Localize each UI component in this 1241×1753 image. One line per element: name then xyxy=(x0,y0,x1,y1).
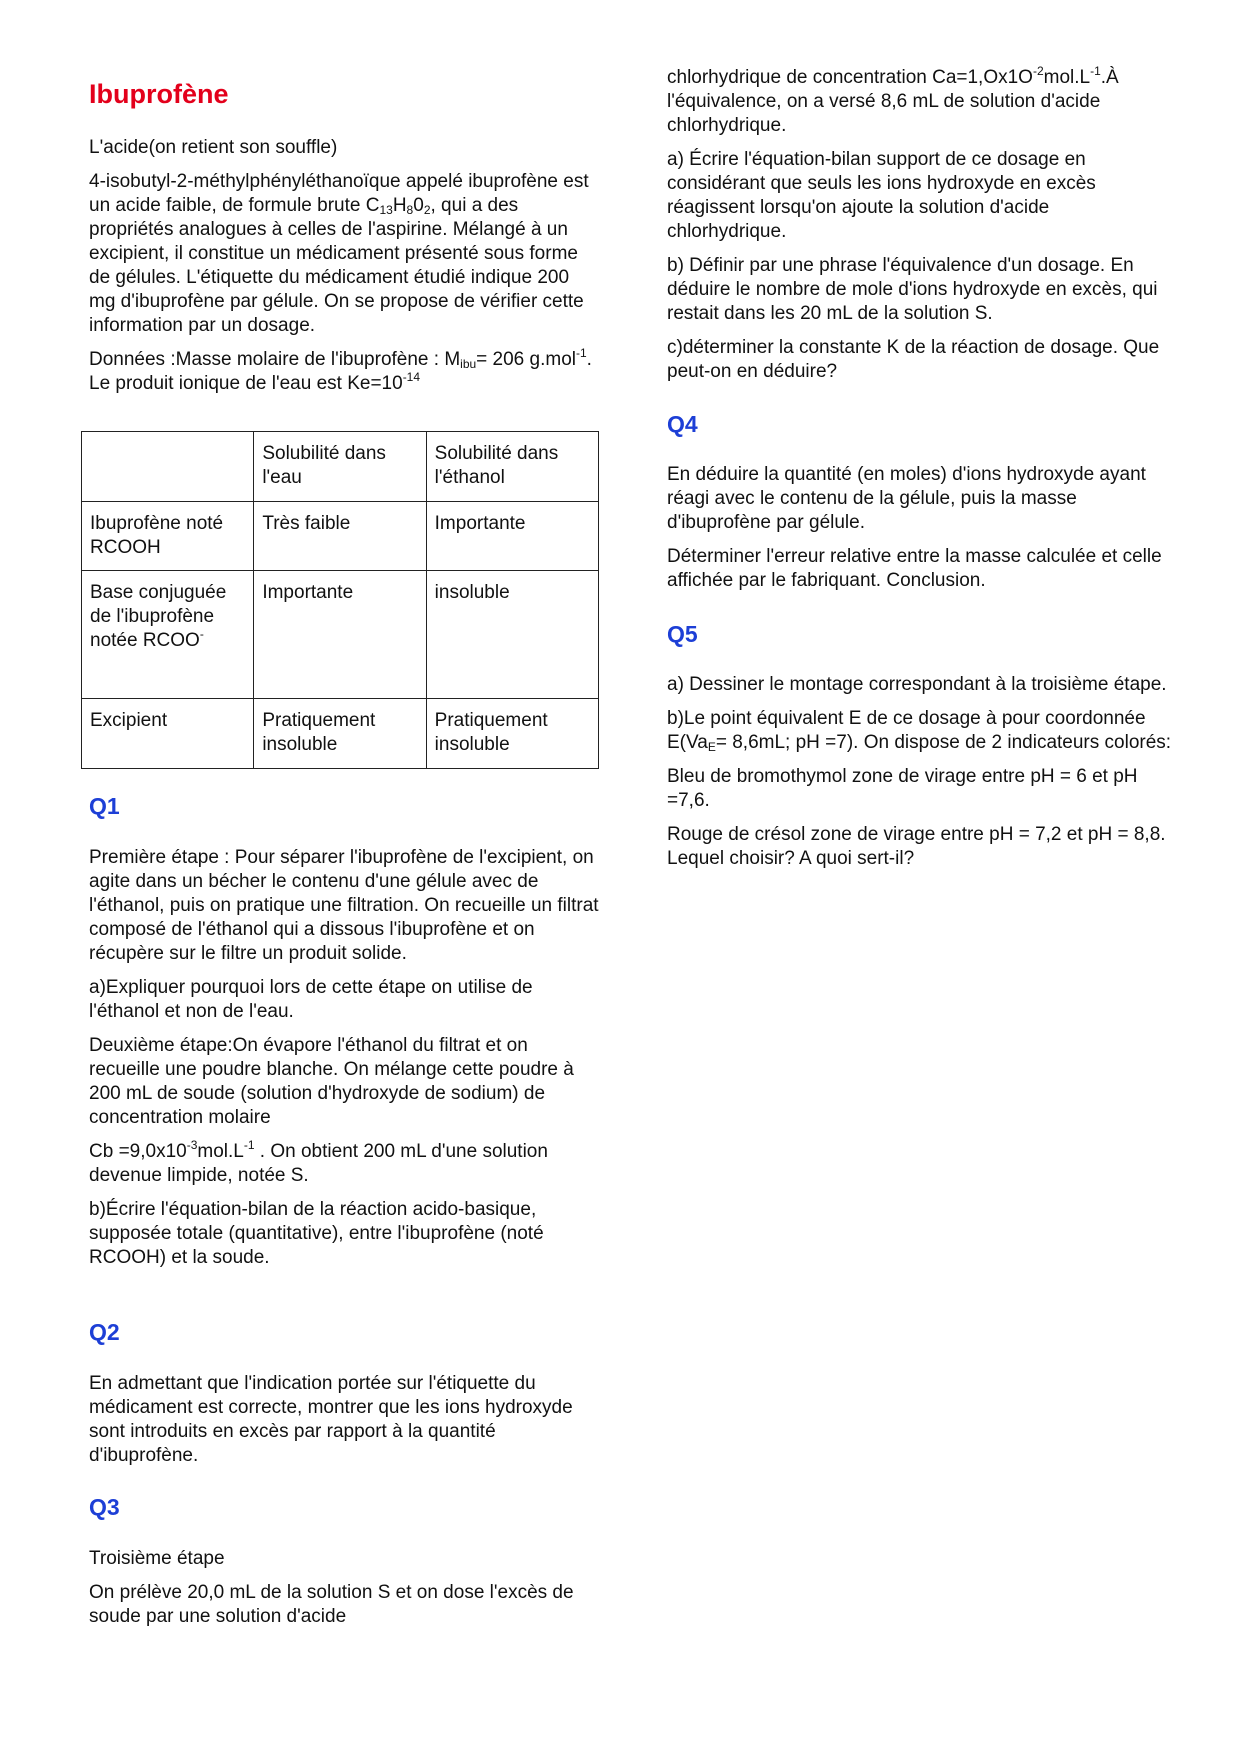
q1-paragraph-2: a)Expliquer pourquoi lors de cette étape on utilise de l'éthanol et non de l'eau. xyxy=(89,977,533,1022)
table-row xyxy=(82,571,599,699)
q3-paragraph-5: b) Définir par une phrase l'équivalence d'un dosage. En déduire le nombre de mole d'ions hydroxyde en excès, qui restait dans les 20 mL de la solution S. xyxy=(667,255,1158,324)
table-cell xyxy=(82,432,254,502)
table-cell: Ibuprofène noté RCOOH xyxy=(82,502,254,571)
q3-paragraph-4: a) Écrire l'équation-bilan support de ce dosage en considérant que seuls les ions hydroxyde en excès réagissent lorsqu'on ajoute la solution d'acide chlorhydrique. xyxy=(667,149,1096,242)
intro-paragraph-2: 4-isobutyl-2-méthylphényléthanoïque appelé ibuprofène est un acide faible, de formule brute $C_{13}H_80_2$, qui a des propriétés analogues à celles de l'aspirine. Mélangé à un excipient, il constitue un médicament présenté sous forme de gélules. L'étiquette du médicament étudié indique 200 mg d'ibuprofène par gélule. On se propose de vérifier cette information par un dosage. xyxy=(89,171,589,336)
q4-section xyxy=(667,463,1172,603)
q1-section xyxy=(89,846,599,1280)
solubility-table xyxy=(81,431,599,769)
table-row xyxy=(82,432,599,502)
q3-heading: Q3 xyxy=(89,1494,120,1520)
q5-paragraph-3: Bleu de bromothymol zone de virage entre pH = 6 et pH =7,6. xyxy=(667,766,1138,811)
q5-paragraph-4: Rouge de crésol zone de virage entre pH = 7,2 et pH = 8,8. Lequel choisir? A quoi sert-il? xyxy=(667,824,1166,869)
intro-section xyxy=(89,136,599,406)
q1-paragraph-1: Première étape : Pour séparer l'ibuprofène de l'excipient, on agite dans un bécher le contenu d'une gélule avec de l'éthanol, puis on pratique une filtration. On recueille un filtrat composé de l'éthanol qui a dissous l'ibuprofène et on récupère sur le filtre un produit solide. xyxy=(89,847,599,964)
q3-paragraph-1: Troisième étape xyxy=(89,1548,225,1569)
q5-section xyxy=(667,673,1172,881)
q3-paragraph-6: c)déterminer la constante K de la réaction de dosage. Que peut-on en déduire? xyxy=(667,337,1160,382)
table-cell: Solubilité dans l'eau xyxy=(254,432,426,502)
table-row xyxy=(82,502,599,571)
page-title: Ibuprofène xyxy=(89,79,229,109)
table-cell: insoluble xyxy=(426,571,598,699)
q4-heading: Q4 xyxy=(667,411,698,437)
q1-paragraph-5: b)Écrire l'équation-bilan de la réaction acido-basique, supposée totale (quantitative), entre l'ibuprofène (noté RCOOH) et la soude. xyxy=(89,1199,544,1268)
table-cell: Importante xyxy=(426,502,598,571)
table-cell: Pratiquement insoluble xyxy=(426,699,598,769)
q3-paragraph-2: On prélève 20,0 mL de la solution S et on dose l'excès de soude par une solution d'acide xyxy=(89,1582,574,1627)
q2-paragraph-1: En admettant que l'indication portée sur l'étiquette du médicament est correcte, montrer que les ions hydroxyde sont introduits en excès par rapport à la quantité d'ibuprofène. xyxy=(89,1373,573,1466)
q2-heading: Q2 xyxy=(89,1319,120,1345)
table-row xyxy=(82,699,599,769)
q1-paragraph-3: Deuxième étape:On évapore l'éthanol du filtrat et on recueille une poudre blanche. On mélange cette poudre à 200 mL de soude (solution d'hydroxyde de sodium) de concentration molaire xyxy=(89,1035,574,1128)
table-cell: Base conjuguée de l'ibuprofène notée RCOO- xyxy=(82,571,254,699)
table-cell: Solubilité dans l'éthanol xyxy=(426,432,598,502)
q5-heading: Q5 xyxy=(667,621,698,647)
table-cell: Très faible xyxy=(254,502,426,571)
table-cell: Pratiquement insoluble xyxy=(254,699,426,769)
q4-paragraph-1: En déduire la quantité (en moles) d'ions hydroxyde ayant réagi avec le contenu de la gélule, puis la masse d'ibuprofène par gélule. xyxy=(667,464,1146,533)
q5-paragraph-1: a) Dessiner le montage correspondant à la troisième étape. xyxy=(667,674,1167,695)
q5-paragraph-2: b)Le point équivalent E de ce dosage à pour coordonnée $E(Va_E= 8,6mL$; pH =7). On dispose de 2 indicateurs colorés: xyxy=(667,708,1172,754)
q3-paragraph-3: chlorhydrique de concentration $Ca=1,Ox1O^{-2}mol.L^{-1}.À$ l'équivalence, on a versé 8,6 mL de solution d'acide chlorhydrique. xyxy=(667,64,1119,136)
q3-continued xyxy=(667,66,1172,394)
intro-data-paragraph: Données :Masse molaire de l'ibuprofène : $M_{ibu}= 206$ g.mol$^{-1}$. Le produit ionique de l'eau est $Ke=10^{-14}$ xyxy=(89,346,592,394)
q4-paragraph-2: Déterminer l'erreur relative entre la masse calculée et celle affichée par le fabriquant. Conclusion. xyxy=(667,546,1162,591)
intro-paragraph-1: L'acide(on retient son souffle) xyxy=(89,137,338,158)
q1-heading: Q1 xyxy=(89,793,120,819)
q1-paragraph-4: $Cb =9,0x10^{-3}mol.L^{-1}$ . On obtient 200 mL d'une solution devenue limpide, notée S. xyxy=(89,1138,548,1186)
table-cell: Excipient xyxy=(82,699,254,769)
q2-section xyxy=(89,1372,599,1478)
table-cell: Importante xyxy=(254,571,426,699)
q3-section xyxy=(89,1547,599,1639)
